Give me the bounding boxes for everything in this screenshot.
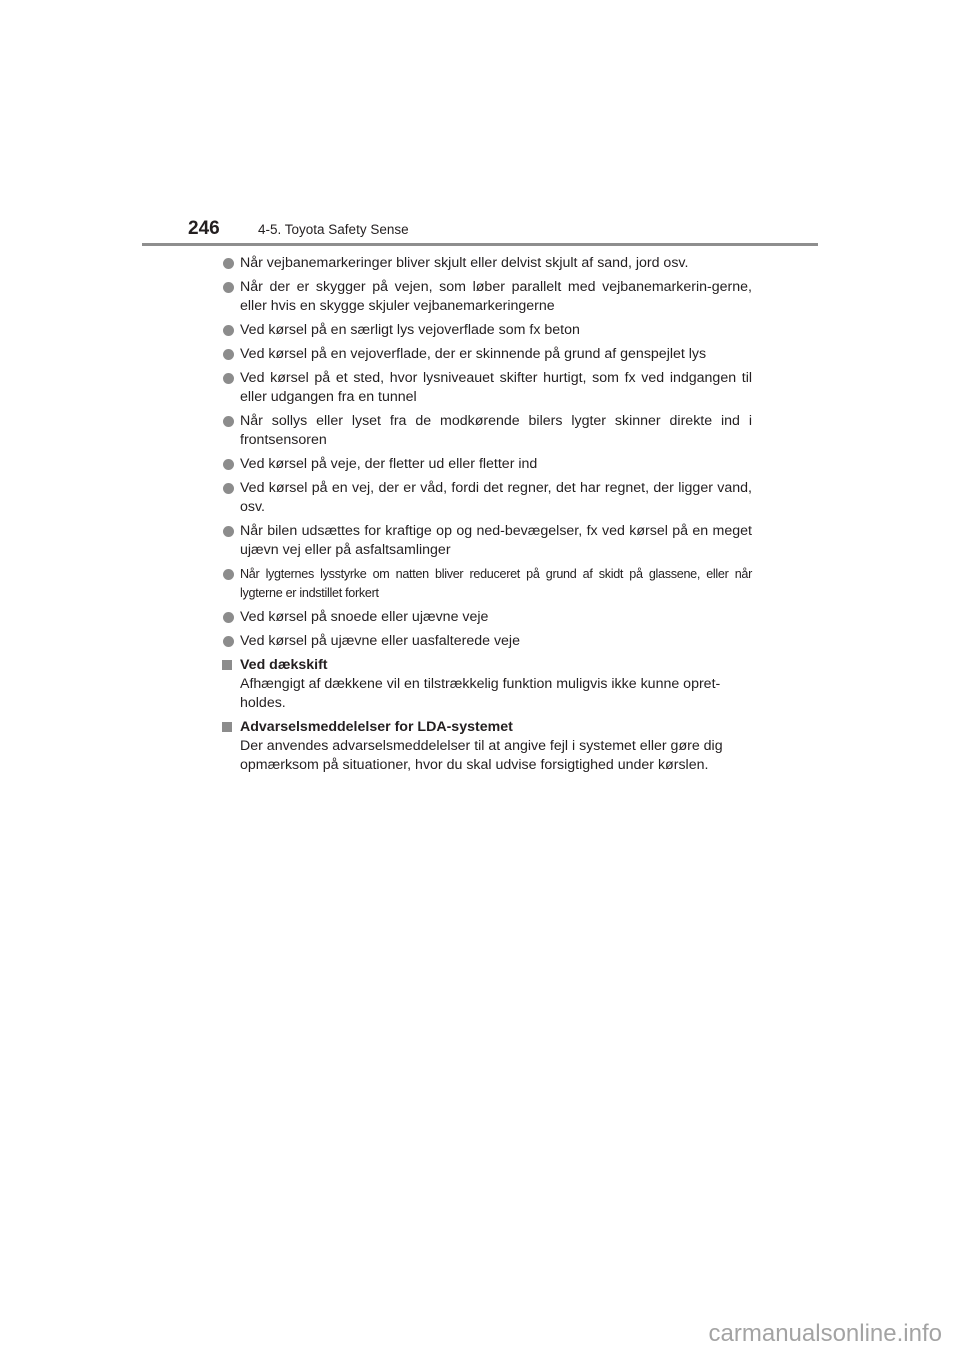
square-bullet-icon [222, 660, 232, 670]
bullet-item [222, 455, 752, 474]
bullet-text: Når vejbanemarkeringer bliver skjult eller delvist skjult af sand, jord osv. [240, 255, 689, 271]
bullet-text: Når sollys eller lyset fra de modkørende bilers lygter skinner direkte ind i frontsensoren [240, 413, 752, 448]
bullet-item [222, 278, 752, 316]
header-divider [142, 243, 818, 246]
bullet-icon [223, 612, 234, 623]
section-title: 4-5. Toyota Safety Sense [258, 222, 409, 237]
bullet-item [222, 345, 752, 364]
square-bullet-icon [222, 722, 232, 732]
bullet-text: Ved kørsel på veje, der fletter ud eller fletter ind [240, 456, 538, 472]
bullet-text: Når der er skygger på vejen, som løber parallelt med vejbanemarkerin-gerne, eller hvis en skygge skjuler vejbanemarkeringerne [240, 279, 752, 314]
bullet-text: Når bilen udsættes for kraftige op og ned-bevægelser, fx ved kørsel på en meget ujævn vej eller på asfaltsamlinger [240, 523, 752, 558]
bullet-icon [223, 569, 234, 580]
subsection-title: Advarselsmeddelelser for LDA-systemet [240, 719, 513, 735]
bullet-item [222, 522, 752, 560]
bullet-item [222, 608, 752, 627]
bullet-icon [223, 483, 234, 494]
bullet-text: Ved kørsel på en særligt lys vejoverflade som fx beton [240, 322, 580, 338]
bullet-text: Ved kørsel på et sted, hvor lysniveauet skifter hurtigt, som fx ved indgangen til eller udgangen fra en tunnel [240, 370, 752, 405]
subsection-body: Der anvendes advarselsmeddelelser til at angive fejl i systemet eller gøre dig opmærksom på situationer, hvor du skal udvise forsigtighed under kørslen. [240, 738, 723, 773]
subsection-title: Ved dækskift [240, 657, 328, 673]
bullet-icon [223, 349, 234, 360]
bullet-icon [223, 282, 234, 293]
page-content [222, 254, 752, 780]
subsection-lda-warnings [222, 718, 752, 775]
bullet-item [222, 565, 752, 603]
bullet-text: Ved kørsel på ujævne eller uasfalterede veje [240, 633, 520, 649]
bullet-icon [223, 325, 234, 336]
bullet-text: Ved kørsel på snoede eller ujævne veje [240, 609, 489, 625]
bullet-item [222, 412, 752, 450]
bullet-item [222, 632, 752, 651]
bullet-text: Ved kørsel på en vejoverflade, der er skinnende på grund af genspejlet lys [240, 346, 707, 362]
bullet-text: Ved kørsel på en vej, der er våd, fordi det regner, det har regnet, der ligger vand, osv. [240, 480, 752, 515]
bullet-item [222, 369, 752, 407]
bullet-icon [223, 459, 234, 470]
bullet-icon [223, 258, 234, 269]
watermark-text: carmanualsonline.info [708, 1320, 942, 1347]
subsection-body: Afhængigt af dækkene vil en tilstrækkelig funktion muligvis ikke kunne opret-holdes. [240, 676, 721, 711]
bullet-item [222, 254, 752, 273]
bullet-icon [223, 373, 234, 384]
bullet-item [222, 321, 752, 340]
bullet-item [222, 479, 752, 517]
subsection-tire-change [222, 656, 752, 713]
bullet-icon [223, 636, 234, 647]
bullet-icon [223, 526, 234, 537]
bullet-text: Når lygternes lysstyrke om natten bliver reduceret på grund af skidt på glassene, eller når lygterne er indstillet forkert [240, 567, 752, 600]
bullet-icon [223, 416, 234, 427]
page-number: 246 [188, 218, 220, 239]
